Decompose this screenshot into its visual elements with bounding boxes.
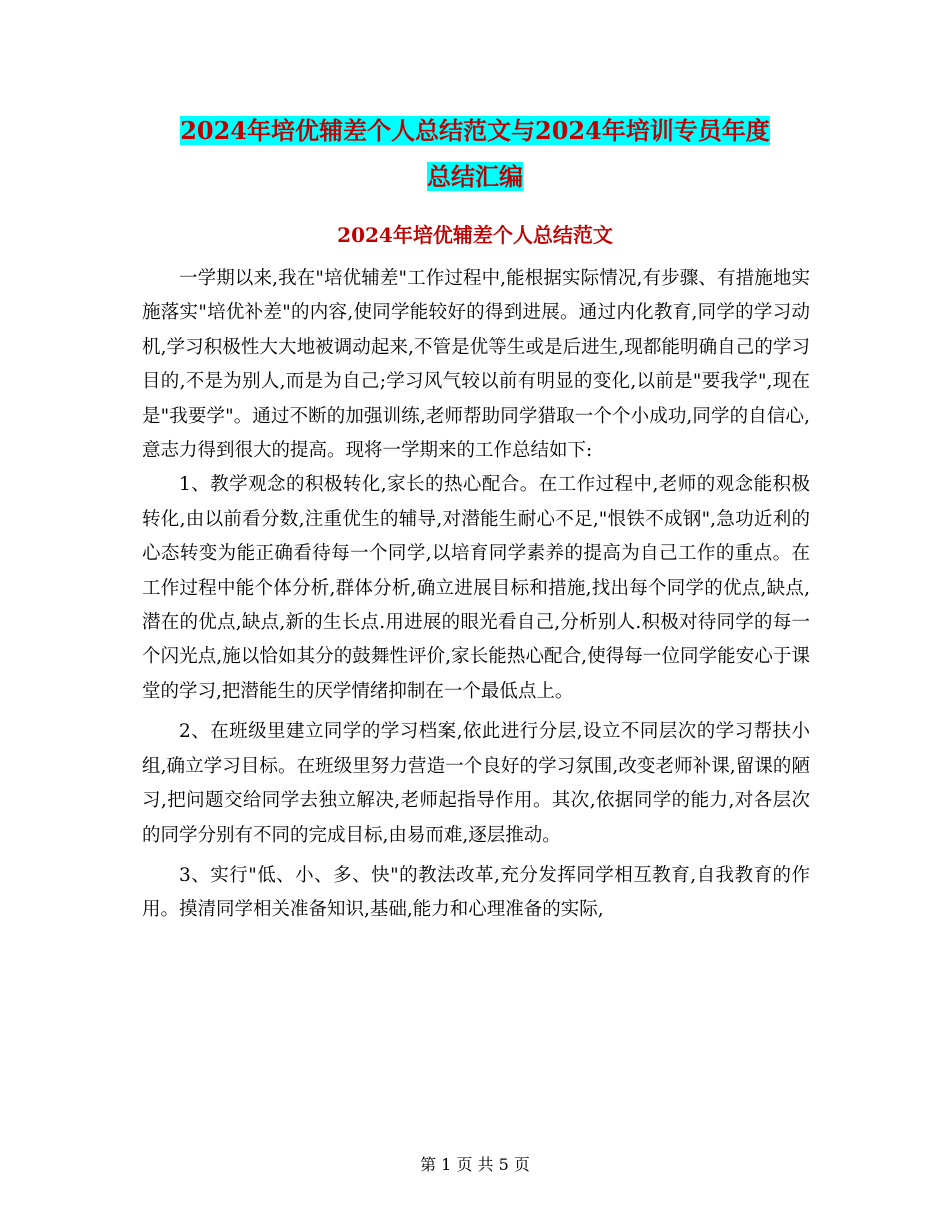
paragraph-point-1: 1、教学观念的积极转化,家长的热心配合。在工作过程中,老师的观念能积极转化,由以前看分数,注重优生的辅导,对潜能生耐心不足,"恨铁不成钢",急功近利的心态转变为能正确看待每一个同学,以培育同学素养的提高为自己工作的重点。在工作过程中能个体分析,群体分析,确立进展目标和措施,找出每个同学的优点,缺点,潜在的优点,缺点,新的生长点.用进展的眼光看自己,分析别人.积极对待同学的每一个闪光点,施以恰如其分的鼓舞性评价,家长能热心配合,使得每一位同学能安心于课堂的学习,把潜能生的厌学情绪抑制在一个最低点上。 xyxy=(142,474,810,702)
page-footer: 第 1 页 共 5 页 xyxy=(420,1155,530,1174)
paragraph-point-3: 3、实行"低、小、多、快"的教法改革,充分发挥同学相互教育,自我教育的作用。摸清同学相关准备知识,基础,能力和心理准备的实际, xyxy=(142,864,810,921)
paragraph-intro: 一学期以来,我在"培优辅差"工作过程中,能根据实际情况,有步骤、有措施地实施落实"培优补差"的内容,使同学能较好的得到进展。通过内化教育,同学的学习动机,学习积极性大大地被调动起来,不管是优等生或是后进生,现都能明确自己的学习目的,不是为别人,而是为自己;学习风气较以前有明显的变化,以前是"要我学",现在是"我要学"。通过不断的加强训练,老师帮助同学猎取一个个小成功,同学的自信心,意志力得到很大的提高。现将一学期来的工作总结如下: xyxy=(142,268,810,462)
document-title xyxy=(140,108,810,200)
document-title-line-1: 2024年培优辅差个人总结范文与2024年培训专员年度 xyxy=(180,116,770,145)
document-body xyxy=(142,262,810,928)
document-title-line-2: 总结汇编 xyxy=(427,162,523,191)
paragraph-point-2: 2、在班级里建立同学的学习档案,依此进行分层,设立不同层次的学习帮扶小组,确立学习目标。在班级里努力营造一个良好的学习氛围,改变老师补课,留课的陋习,把问题交给同学去独立解决,老师起指导作用。其次,依据同学的能力,对各层次的同学分别有不同的完成目标,由易而难,逐层推动。 xyxy=(142,721,810,846)
section-title: 2024年培优辅差个人总结范文 xyxy=(337,223,613,247)
